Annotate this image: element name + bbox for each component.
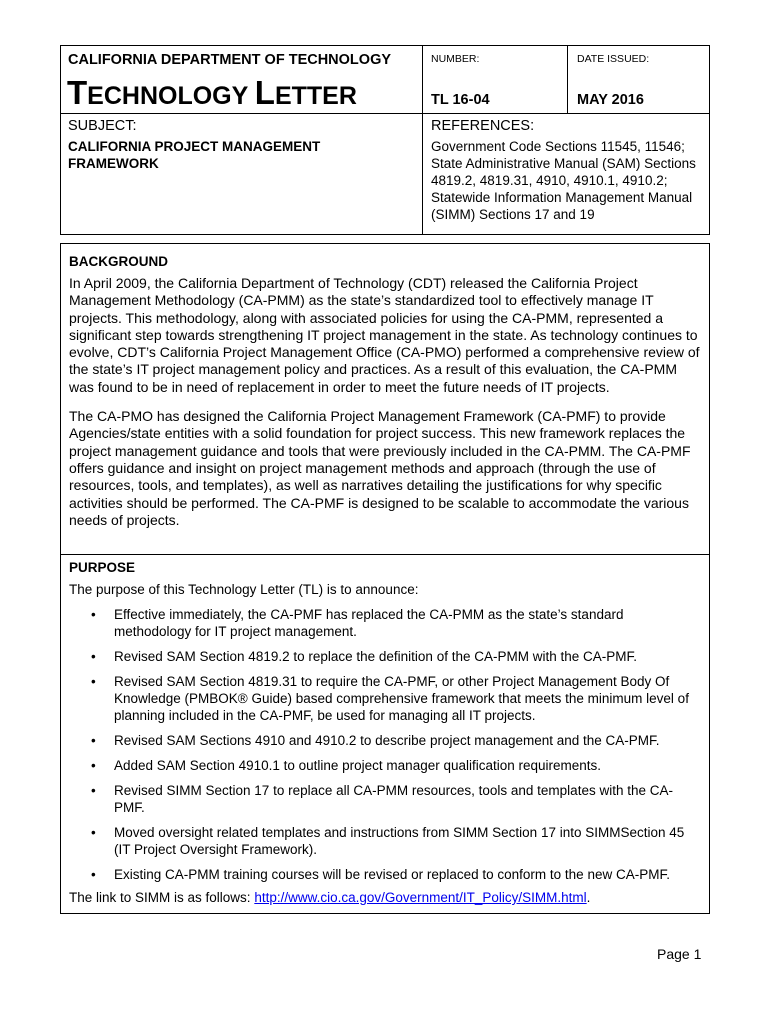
letter-header — [60, 45, 710, 235]
list-item-text: Existing CA-PMM training courses will be revised or replaced to conform to the new CA-PMF. — [114, 867, 670, 882]
link-suffix: . — [586, 890, 591, 905]
number-value: TL 16-04 — [431, 92, 490, 108]
background-section — [69, 254, 701, 529]
purpose-section — [69, 560, 701, 906]
date-value: MAY 2016 — [577, 92, 644, 108]
date-label: DATE ISSUED: — [577, 53, 650, 65]
purpose-heading: PURPOSE — [69, 560, 136, 575]
bullet-icon: • — [91, 783, 96, 798]
list-item-text: Revised SAM Section 4819.31 to require the CA-PMF, or other Project Management Body Of Knowledge (PMBOK® Guide) based comprehensive framework that meets the minimum level of planning included in the CA-PMF, be used for managing all IT projects. — [114, 674, 689, 723]
header-divider-row — [61, 113, 709, 114]
list-item-text: Moved oversight related templates and instructions from SIMM Section 17 into SIMMSection 45 (IT Project Oversight Framework). — [114, 825, 685, 857]
list-item-text: Revised SAM Sections 4910 and 4910.2 to describe project management and the CA-PMF. — [114, 733, 660, 748]
subject-label: SUBJECT: — [68, 118, 137, 134]
list-item-text: Effective immediately, the CA-PMF has replaced the CA-PMM as the state’s standard methodology for IT project management. — [114, 607, 624, 639]
letter-title — [67, 74, 357, 112]
list-item — [69, 648, 701, 665]
reference-item: Government Code Sections 11545, 11546; — [431, 139, 685, 154]
link-prefix: The link to SIMM is as follows: — [69, 890, 255, 905]
title-rest-technology: ECHNOLOGY — [87, 82, 255, 110]
list-item — [69, 673, 701, 724]
references-label: REFERENCES: — [431, 118, 535, 134]
subject-value: CALIFORNIA PROJECT MANAGEMENT FRAMEWORK — [68, 139, 321, 171]
references-list — [431, 138, 707, 223]
bullet-icon: • — [91, 733, 96, 748]
section-divider — [61, 554, 709, 555]
title-initial-t: T — [67, 74, 88, 111]
list-item — [69, 866, 701, 883]
reference-item: Statewide Information Management Manual (SIMM) Sections 17 and 19 — [431, 190, 693, 222]
bullet-icon: • — [91, 649, 96, 664]
title-rest-letter: ETTER — [274, 82, 357, 110]
bullet-icon: • — [91, 674, 96, 689]
title-initial-l: L — [254, 74, 275, 111]
list-item — [69, 757, 701, 774]
list-item-text: Revised SAM Section 4819.2 to replace the definition of the CA-PMM with the CA-PMF. — [114, 649, 637, 664]
reference-item: State Administrative Manual (SAM) Sections 4819.2, 4819.31, 4910, 4910.1, 4910.2; — [431, 156, 696, 188]
bullet-icon: • — [91, 758, 96, 773]
header-divider-main — [422, 46, 423, 235]
list-item — [69, 824, 701, 858]
list-item — [69, 782, 701, 816]
bullet-icon: • — [91, 825, 96, 840]
list-item-text: Revised SIMM Section 17 to replace all CA-PMM resources, tools and templates with the CA-PMF. — [114, 783, 673, 815]
simm-link[interactable]: http://www.cio.ca.gov/Government/IT_Policy/SIMM.html — [254, 890, 587, 905]
purpose-list — [69, 606, 701, 883]
list-item — [69, 732, 701, 749]
background-paragraph: In April 2009, the California Department of Technology (CDT) released the California Project Management Methodology (CA-PMM) as the state’s standardized tool to effectively manage IT projects. This methodology, along with associated policies for using the CA-PMM, represented a significant step towards strengthening IT project management in the state. As technology continues to evolve, CDT’s California Project Management Office (CA-PMO) performed a comprehensive review of the state’s IT project management policy and practices. As a result of this evaluation, the CA-PMM was found to be in need of replacement in order to meet the future needs of IT projects. — [69, 275, 700, 395]
bullet-icon: • — [91, 607, 96, 622]
list-item — [69, 606, 701, 640]
bullet-icon: • — [91, 867, 96, 882]
list-item-text: Added SAM Section 4910.1 to outline project manager qualification requirements. — [114, 758, 602, 773]
background-heading: BACKGROUND — [69, 254, 168, 269]
department-name: CALIFORNIA DEPARTMENT OF TECHNOLOGY — [68, 52, 392, 68]
letter-body — [60, 243, 710, 914]
number-label: NUMBER: — [431, 53, 480, 65]
simm-link-line — [69, 889, 701, 906]
purpose-intro: The purpose of this Technology Letter (TL) is to announce: — [69, 582, 419, 597]
page-number: Page 1 — [657, 946, 702, 962]
header-divider-date — [567, 46, 568, 113]
background-paragraph: The CA-PMO has designed the California Project Management Framework (CA-PMF) to provide Agencies/state entities with a solid foundation for project success. This new framework replaces the project management guidance and tools that were previously included in the CA-PMM. The CA-PMF offers guidance and insight on project management methods and approach (through the use of resources, tools, and templates), as well as narratives detailing the justifications for why specific activities should be performed. The CA-PMF is designed to be scalable to accommodate the various needs of projects. — [69, 408, 691, 528]
